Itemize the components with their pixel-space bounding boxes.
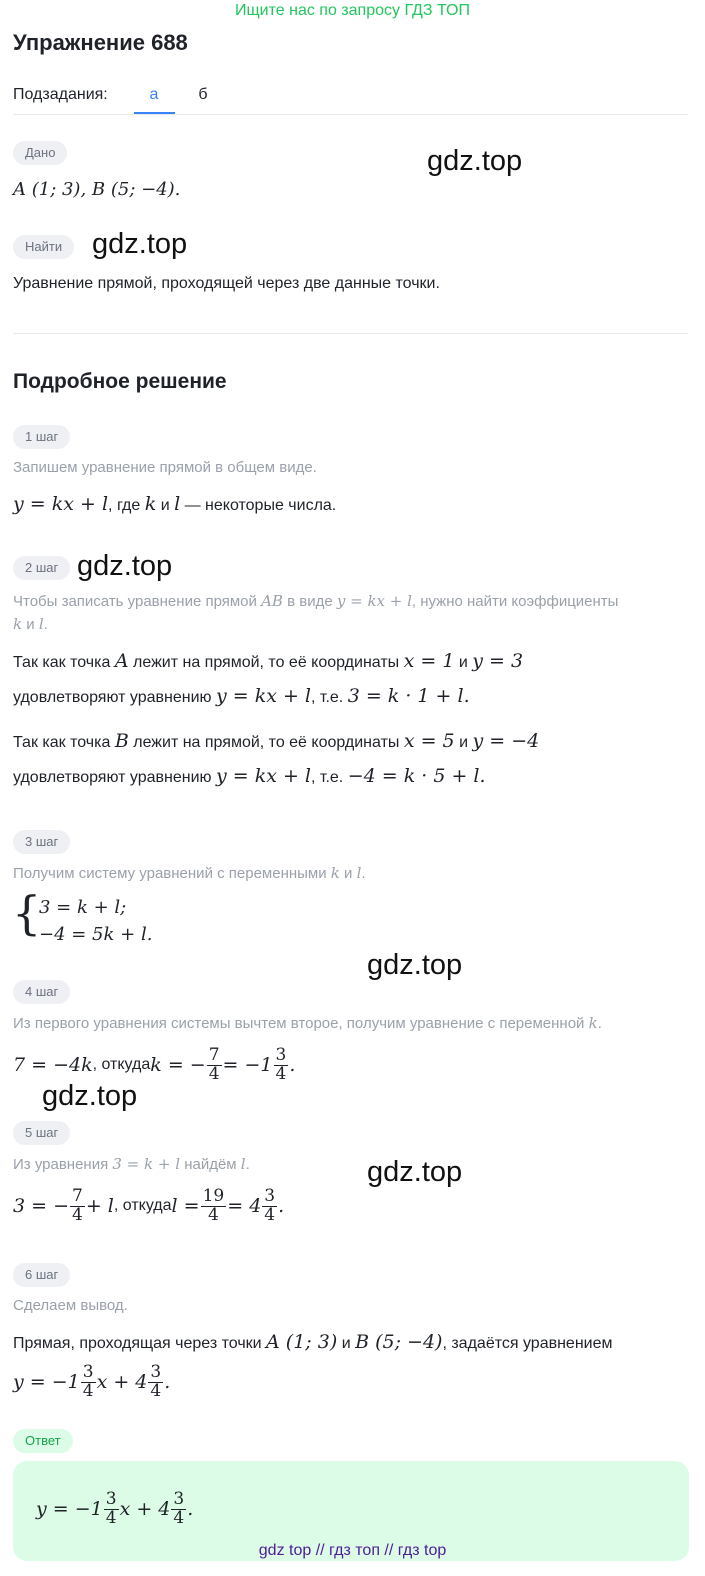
watermark: gdz.top <box>42 1080 138 1112</box>
system-brace: { <box>12 886 42 940</box>
step-2-hint: Чтобы записать уравнение прямой AB в виде y = kx + l, нужно найти коэффициенты k и l. <box>13 592 619 633</box>
search-banner[interactable]: Ищите нас по запросу ГДЗ ТОП <box>235 2 470 19</box>
equation-system: 3 = k + l; −4 = 5k + l. <box>39 897 153 945</box>
section-divider <box>13 333 688 334</box>
answer-badge: Ответ <box>13 1429 73 1453</box>
step-2-point-a-line: Так как точка A лежит на прямой, то её координаты x = 1 и y = 3 <box>13 650 524 672</box>
step-5-hint: Из уравнения 3 = k + l найдём l. <box>13 1155 250 1173</box>
step-6-hint: Сделаем вывод. <box>13 1297 128 1314</box>
page-title: Упражнение 688 <box>13 30 188 55</box>
find-text: Уравнение прямой, проходящей через две данные точки. <box>13 275 440 292</box>
step-1-hint: Запишем уравнение прямой в общем виде. <box>13 459 317 476</box>
step-2-point-b-substitution: удовлетворяют уравнению y = kx + l, т.е. −4 = k · 5 + l. <box>13 765 486 787</box>
tab-subtask-b[interactable]: б <box>198 86 208 103</box>
find-section <box>13 235 74 259</box>
fraction: $\frac{3}{4}$ <box>82 1361 94 1401</box>
solution-title: Подробное решение <box>13 370 227 393</box>
subtasks-label: Подзадания: <box>13 86 108 103</box>
step-6-equation: y = −1 $\frac{3}{4}$ x + 4 $\frac{3}{4}$ . <box>13 1361 171 1401</box>
step-2-badge: 2 шаг <box>13 556 70 580</box>
watermark: gdz.top <box>427 145 523 177</box>
step-3-badge: 3 шаг <box>13 830 70 854</box>
watermark: gdz.top <box>367 949 463 981</box>
answer-equation: y = −1 $\frac{3}{4}$ x + 4 $\frac{3}{4}$ . <box>36 1488 194 1528</box>
find-badge: Найти <box>13 235 74 259</box>
step-6-conclusion: Прямая, проходящая через точки A (1; 3) и B (5; −4), задаётся уравнением <box>13 1331 613 1353</box>
given-badge: Дано <box>13 141 67 165</box>
step-1-badge: 1 шаг <box>13 425 70 449</box>
watermark: gdz.top <box>367 1156 463 1188</box>
tab-subtask-a[interactable]: а <box>149 86 159 103</box>
watermark: gdz.top <box>77 550 173 582</box>
fraction: $\frac{3}{4}$ <box>105 1488 117 1528</box>
step-4-hint: Из первого уравнения системы вычтем второе, получим уравнение с переменной k. <box>13 1014 602 1032</box>
fraction: $\frac{7}{4}$ <box>72 1185 83 1225</box>
fraction: $\frac{3}{4}$ <box>275 1044 287 1084</box>
step-5-badge: 5 шаг <box>13 1121 70 1145</box>
fraction: $\frac{3}{4}$ <box>150 1361 162 1401</box>
step-2-point-a-substitution: удовлетворяют уравнению y = kx + l, т.е. 3 = k · 1 + l. <box>13 685 470 707</box>
step-3-hint: Получим систему уравнений с переменными k и l. <box>13 864 366 882</box>
watermark: gdz.top <box>92 228 188 260</box>
fraction: $\frac{7}{4}$ <box>208 1044 220 1084</box>
fraction: $\frac{19}{4}$ <box>202 1185 225 1225</box>
step-4-badge: 4 шаг <box>13 980 70 1004</box>
tabs-divider <box>13 114 688 115</box>
step-4-result: 7 = −4k , откуда k = − $\frac{7}{4}$ = −1 $\frac{3}{4}$ . <box>13 1044 296 1084</box>
fraction: $\frac{3}{4}$ <box>173 1488 185 1528</box>
given-section <box>13 141 67 165</box>
step-6-badge: 6 шаг <box>13 1263 70 1287</box>
fraction: $\frac{3}{4}$ <box>264 1185 276 1225</box>
step-2-point-b-line: Так как точка B лежит на прямой, то её координаты x = 5 и y = −4 <box>13 730 540 752</box>
footer-links[interactable]: gdz top // гдз топ // гдз top <box>258 1542 447 1559</box>
given-points: A (1; 3), B (5; −4). <box>13 179 181 200</box>
step-5-result: 3 = − $\frac{7}{4}$ + l , откуда l = $\frac{19}{4}$ = 4 $\frac{3}{4}$ . <box>13 1185 285 1225</box>
step-1-text: y = kx + l, где k и l — некоторые числа. <box>13 493 337 515</box>
